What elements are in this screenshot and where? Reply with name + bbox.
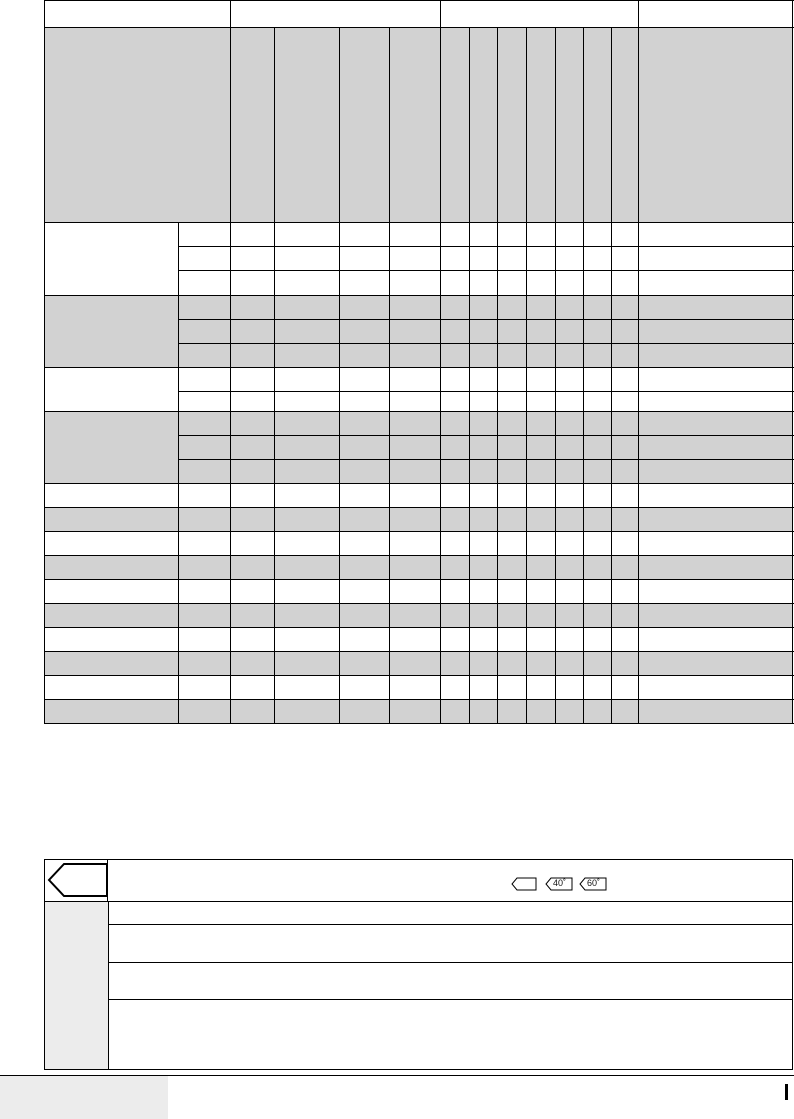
table-hline: [44, 367, 794, 368]
tag-40-label: 40˚: [553, 878, 567, 888]
table-hline: [178, 270, 794, 271]
table-vline: [440, 0, 441, 724]
table-hline: [44, 723, 794, 724]
table-hline: [178, 435, 794, 436]
table-hline: [44, 0, 794, 1]
table-row-shade: [44, 295, 793, 367]
tag-60-icon: [579, 877, 607, 891]
table-row-shade: [44, 555, 793, 579]
header-rule: [45, 901, 792, 902]
info-side-panel: [45, 902, 108, 1069]
table-hline: [44, 603, 794, 604]
info-row-divider: [108, 999, 792, 1000]
table-vline: [792, 0, 793, 724]
table-hline: [44, 295, 794, 296]
table-row-shade: [44, 603, 793, 627]
info-side-divider: [108, 902, 109, 1069]
table-row-shade: [44, 651, 793, 675]
tag-60-label: 60˚: [587, 878, 601, 888]
table-hline: [178, 459, 794, 460]
table-vline: [274, 27, 275, 724]
table-vline: [638, 0, 639, 724]
table-vline: [178, 222, 179, 724]
table-vline: [555, 27, 556, 724]
table-hline: [178, 246, 794, 247]
header-divider: [107, 860, 108, 901]
footer-tab: [0, 1076, 168, 1119]
info-row-divider: [108, 924, 792, 925]
table-vline: [526, 27, 527, 724]
table-hline: [44, 411, 794, 412]
table-hline: [44, 27, 794, 28]
table-row-shade: [44, 27, 793, 222]
tag-icon: [511, 877, 537, 891]
table-vline: [469, 27, 470, 724]
table-row-shade: [44, 699, 793, 723]
table-hline: [44, 483, 794, 484]
table-row-shade: [44, 507, 793, 531]
table-hline: [178, 391, 794, 392]
label-tag-icon: [46, 861, 110, 899]
table-hline: [44, 531, 794, 532]
table-hline: [44, 555, 794, 556]
table-vline: [497, 27, 498, 724]
tag-40-icon: [545, 877, 573, 891]
table-vline: [230, 0, 231, 724]
table-hline: [44, 579, 794, 580]
table-vline: [44, 0, 45, 724]
table-row-shade: [44, 411, 793, 483]
table-hline: [44, 675, 794, 676]
table-vline: [583, 27, 584, 724]
table-hline: [44, 651, 794, 652]
table-hline: [44, 222, 794, 223]
table-vline: [611, 27, 612, 724]
info-box: [44, 859, 793, 1070]
table-hline: [44, 699, 794, 700]
table-hline: [178, 343, 794, 344]
page-edge-marker: [785, 1084, 788, 1100]
table-vline: [389, 27, 390, 724]
table-hline: [44, 627, 794, 628]
table-hline: [44, 507, 794, 508]
table-hline: [178, 319, 794, 320]
info-row-divider: [108, 962, 792, 963]
table-vline: [339, 27, 340, 724]
